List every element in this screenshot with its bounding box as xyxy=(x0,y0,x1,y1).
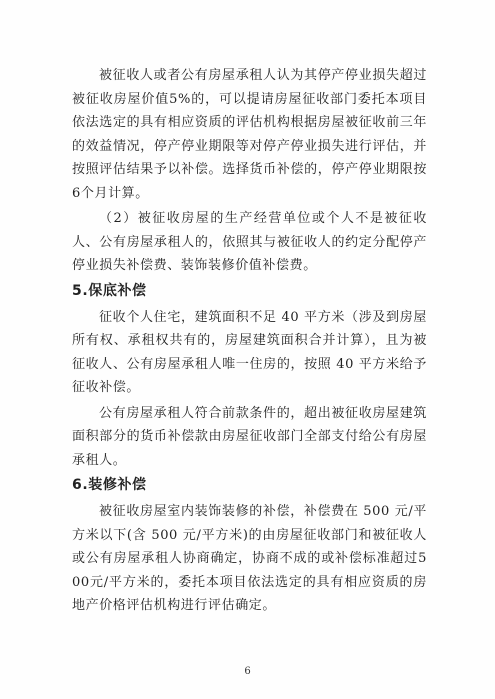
page-number: 6 xyxy=(244,666,251,677)
section-heading-decoration-compensation: 6.装修补偿 xyxy=(72,477,147,493)
paragraph-minimum-area-compensation: 征收个人住宅，建筑面积不足 40 平方米（涉及到房屋所有权、承租权共有的，房屋建筑面积合并计算），且为被征收人、公有房屋承租人唯一住房的，按照 40 平方米给予征收补偿。 xyxy=(72,309,427,395)
paragraph-decoration-compensation-rules: 被征收房屋室内装饰装修的补偿，补偿费在 500 元/平方米以下(含 500 元/平方米)的由房屋征收部门和被征收人或公有房屋承租人协商确定，协商不成的或补偿标准超过500元/平方米的，委托本项目依法选定的具有相应资质的房地产价格评估机构进行评估确定。 xyxy=(72,504,427,613)
document-body xyxy=(72,64,427,618)
paragraph-public-housing-tenant-payment: 公有房屋承租人符合前款条件的，超出被征收房屋建筑面积部分的货币补偿款由房屋征收部门全部支付给公有房屋承租人。 xyxy=(72,405,427,468)
section-heading-minimum-compensation: 5.保底补偿 xyxy=(72,282,147,299)
paragraph-operator-loss-allocation: （2）被征收房屋的生产经营单位或个人不是被征收人、公有房屋承租人的，依照其与被征收人的约定分配停产停业损失补偿费、装饰装修价值补偿费。 xyxy=(72,211,427,273)
paragraph-business-loss-assessment: 被征收人或者公有房屋承租人认为其停产停业损失超过被征收房屋价值5%的，可以提请房屋征收部门委托本项目依法选定的具有相应资质的评估机构根据房屋被征收前三年的效益情况，停产停业期限等对停产停业损失进行评估，并按照评估结果予以补偿。选择货币补偿的，停产停业期限按6个月计算。 xyxy=(72,68,427,201)
